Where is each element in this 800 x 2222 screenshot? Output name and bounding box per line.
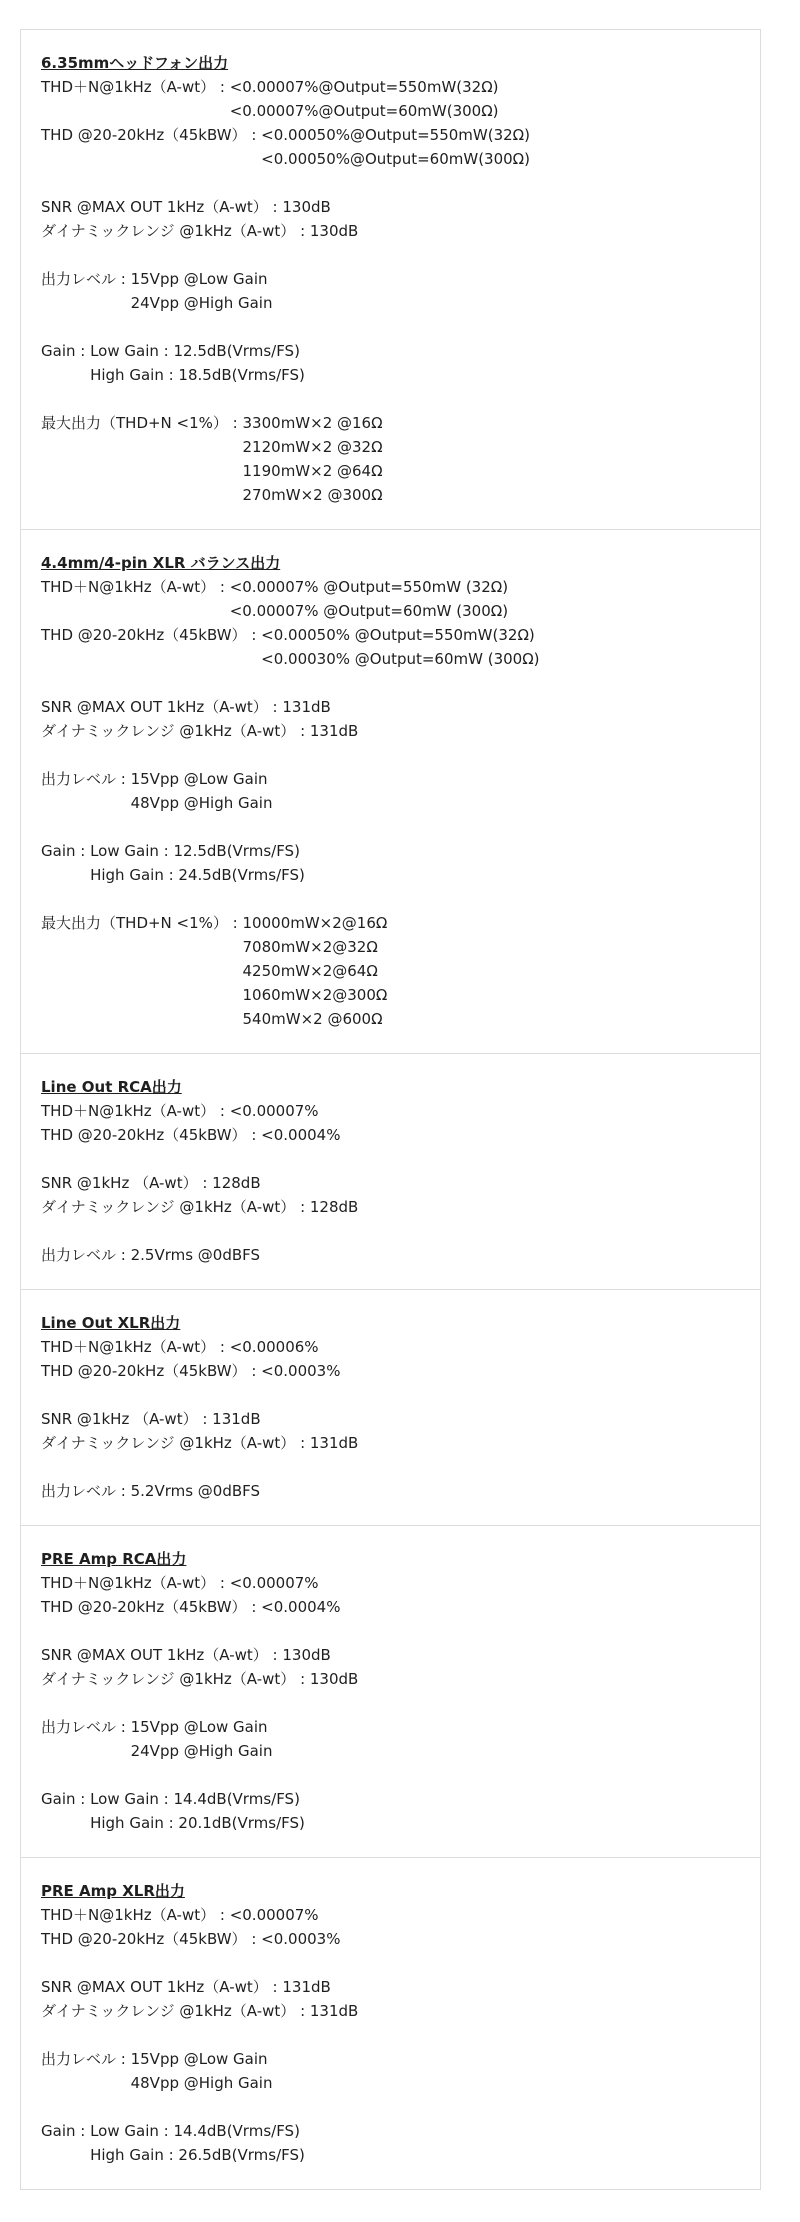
spec-value-line: 48Vpp @High Gain: [130, 794, 273, 812]
spec-value-line: 2.5Vrms @0dBFS: [130, 1246, 261, 1264]
spec-item: [41, 1243, 742, 1267]
spec-value-line: <0.00007%@Output=60mW(300Ω): [229, 102, 499, 120]
spec-value-line: <0.00007%: [229, 1574, 319, 1592]
spec-group: [41, 1171, 742, 1219]
spec-item-values: [230, 575, 508, 623]
spec-item-values: [261, 1123, 340, 1147]
spec-group: [41, 2047, 742, 2095]
spec-item-values: [282, 195, 330, 219]
spec-item: [41, 123, 742, 171]
spec-section-3: [20, 1053, 761, 1290]
spec-item-values: [310, 1195, 358, 1219]
spec-group: [41, 2119, 742, 2167]
spec-item: [41, 1335, 742, 1359]
spec-item-values: [131, 1479, 260, 1503]
spec-item-label: THD＋N@1kHz（A-wt） :: [41, 578, 230, 596]
spec-group: [41, 339, 742, 387]
spec-section-4: [20, 1289, 761, 1526]
spec-group: [41, 1243, 742, 1267]
spec-item-label: ダイナミックレンジ @1kHz（A-wt） :: [41, 2002, 310, 2020]
spec-item: [41, 411, 742, 507]
spec-item-values: [261, 1595, 340, 1619]
spec-item-label: Gain :: [41, 842, 91, 860]
spec-item: [41, 911, 742, 1031]
spec-value-line: <0.00050%@Output=550mW(32Ω): [261, 126, 530, 144]
spec-value-line: <0.00007%: [229, 1102, 319, 1120]
spec-item-values: [131, 1243, 260, 1267]
spec-item-label: ダイナミックレンジ @1kHz（A-wt） :: [41, 722, 310, 740]
spec-value-line: 128dB: [309, 1198, 359, 1216]
spec-item-label: THD＋N@1kHz（A-wt） :: [41, 1338, 230, 1356]
spec-item-values: [230, 1335, 319, 1359]
spec-item-label: 最大出力（THD+N <1%） :: [41, 414, 243, 432]
spec-value-line: 24Vpp @High Gain: [130, 1742, 273, 1760]
spec-group: [41, 267, 742, 315]
spec-item-values: [243, 911, 388, 1031]
section-heading: 4.4mm/4-pin XLR バランス出力: [41, 554, 281, 572]
spec-item: [41, 1099, 742, 1123]
spec-group: [41, 195, 742, 243]
spec-item-values: [90, 339, 305, 387]
spec-value-line: 540mW×2 @600Ω: [242, 1010, 383, 1028]
spec-value-line: 130dB: [309, 222, 359, 240]
spec-group: [41, 1787, 742, 1835]
spec-item-values: [90, 839, 305, 887]
spec-value-line: 10000mW×2@16Ω: [242, 914, 388, 932]
spec-item-values: [310, 1667, 358, 1691]
spec-group: [41, 911, 742, 1031]
section-heading: PRE Amp RCA出力: [41, 1550, 187, 1568]
spec-value-line: 130dB: [282, 1646, 331, 1664]
spec-group: [41, 75, 742, 171]
spec-value-line: <0.00007%: [229, 1906, 319, 1924]
spec-item-label: THD @20-20kHz（45kBW） :: [41, 1362, 262, 1380]
spec-group: [41, 839, 742, 887]
spec-group: [41, 1715, 742, 1763]
spec-item: [41, 2119, 742, 2167]
spec-item-label: Gain :: [41, 2122, 91, 2140]
spec-item-label: SNR @1kHz （A-wt） :: [41, 1410, 213, 1428]
spec-value-line: 48Vpp @High Gain: [130, 2074, 273, 2092]
spec-group: [41, 411, 742, 507]
spec-item: [41, 1571, 742, 1595]
spec-item: [41, 623, 742, 671]
spec-value-line: Low Gain : 12.5dB(Vrms/FS): [90, 842, 300, 860]
spec-item-values: [310, 1431, 358, 1455]
spec-value-line: <0.00007%@Output=550mW(32Ω): [229, 78, 499, 96]
spec-group: [41, 695, 742, 743]
spec-group: [41, 1407, 742, 1455]
spec-item: [41, 1903, 742, 1927]
spec-item: [41, 695, 742, 719]
spec-value-line: 15Vpp @Low Gain: [130, 1718, 268, 1736]
spec-item-label: SNR @1kHz （A-wt） :: [41, 1174, 213, 1192]
spec-group: [41, 767, 742, 815]
spec-value-line: <0.00007% @Output=550mW (32Ω): [229, 578, 509, 596]
spec-value-line: 7080mW×2@32Ω: [242, 938, 378, 956]
spec-item-label: 出力レベル :: [41, 2050, 131, 2068]
spec-item-values: [261, 123, 530, 171]
spec-item-values: [131, 1715, 273, 1763]
spec-item: [41, 767, 742, 815]
spec-value-line: High Gain : 26.5dB(Vrms/FS): [90, 2146, 305, 2164]
spec-item-values: [230, 1571, 319, 1595]
spec-section-6: [20, 1857, 761, 2190]
spec-value-line: 4250mW×2@64Ω: [242, 962, 378, 980]
spec-value-line: 2120mW×2 @32Ω: [242, 438, 383, 456]
spec-item-values: [282, 1643, 330, 1667]
spec-item-values: [212, 1407, 260, 1431]
spec-value-line: 131dB: [309, 2002, 359, 2020]
spec-item-label: Gain :: [41, 342, 91, 360]
spec-group: [41, 575, 742, 671]
spec-item-values: [261, 1359, 340, 1383]
spec-value-line: <0.00050% @Output=550mW(32Ω): [261, 626, 535, 644]
spec-value-line: Low Gain : 14.4dB(Vrms/FS): [90, 2122, 300, 2140]
spec-value-line: 131dB: [309, 1434, 359, 1452]
spec-value-line: High Gain : 20.1dB(Vrms/FS): [90, 1814, 305, 1832]
spec-item-label: 出力レベル :: [41, 770, 131, 788]
spec-item: [41, 1195, 742, 1219]
spec-item: [41, 267, 742, 315]
spec-value-line: 128dB: [212, 1174, 261, 1192]
spec-item-label: THD @20-20kHz（45kBW） :: [41, 1126, 262, 1144]
spec-item-label: SNR @MAX OUT 1kHz（A-wt） :: [41, 1978, 283, 1996]
spec-item: [41, 1975, 742, 1999]
spec-value-line: 15Vpp @Low Gain: [130, 270, 268, 288]
spec-group: [41, 1903, 742, 1951]
spec-item: [41, 1123, 742, 1147]
spec-item-values: [90, 2119, 305, 2167]
spec-item-values: [310, 719, 358, 743]
spec-value-line: 131dB: [282, 698, 331, 716]
spec-item-values: [261, 1927, 340, 1951]
spec-item-values: [282, 1975, 330, 1999]
spec-item-values: [230, 1903, 319, 1927]
spec-item: [41, 719, 742, 743]
spec-item-values: [243, 411, 383, 507]
spec-item-label: 出力レベル :: [41, 270, 131, 288]
spec-item-values: [131, 2047, 273, 2095]
spec-value-line: <0.00007% @Output=60mW (300Ω): [229, 602, 509, 620]
spec-group: [41, 1479, 742, 1503]
spec-item-label: ダイナミックレンジ @1kHz（A-wt） :: [41, 1670, 310, 1688]
section-heading: Line Out RCA出力: [41, 1078, 182, 1096]
spec-value-line: 131dB: [282, 1978, 331, 1996]
spec-item: [41, 1715, 742, 1763]
spec-item-label: ダイナミックレンジ @1kHz（A-wt） :: [41, 1198, 310, 1216]
spec-item-label: THD＋N@1kHz（A-wt） :: [41, 1574, 230, 1592]
spec-value-line: <0.00006%: [229, 1338, 319, 1356]
spec-item-values: [90, 1787, 305, 1835]
spec-item: [41, 1927, 742, 1951]
section-heading: PRE Amp XLR出力: [41, 1882, 185, 1900]
spec-item-label: 出力レベル :: [41, 1246, 131, 1264]
spec-item-values: [230, 1099, 319, 1123]
spec-item-values: [261, 623, 539, 671]
spec-item: [41, 339, 742, 387]
spec-item-label: SNR @MAX OUT 1kHz（A-wt） :: [41, 1646, 283, 1664]
spec-value-line: Low Gain : 14.4dB(Vrms/FS): [90, 1790, 300, 1808]
spec-item-values: [282, 695, 330, 719]
spec-item-label: THD @20-20kHz（45kBW） :: [41, 126, 262, 144]
spec-item-label: THD＋N@1kHz（A-wt） :: [41, 1906, 230, 1924]
spec-item-label: THD＋N@1kHz（A-wt） :: [41, 1102, 230, 1120]
spec-item-values: [212, 1171, 260, 1195]
spec-item-label: THD @20-20kHz（45kBW） :: [41, 626, 262, 644]
spec-group: [41, 1975, 742, 2023]
spec-item-label: Gain :: [41, 1790, 91, 1808]
spec-item-label: ダイナミックレンジ @1kHz（A-wt） :: [41, 1434, 310, 1452]
spec-value-line: 131dB: [212, 1410, 261, 1428]
spec-value-line: 130dB: [309, 1670, 359, 1688]
spec-item: [41, 575, 742, 623]
spec-value-line: 5.2Vrms @0dBFS: [130, 1482, 261, 1500]
spec-item: [41, 839, 742, 887]
spec-item-values: [131, 767, 273, 815]
spec-value-line: 131dB: [309, 722, 359, 740]
spec-group: [41, 1643, 742, 1691]
spec-value-line: <0.00030% @Output=60mW (300Ω): [261, 650, 540, 668]
spec-item-label: ダイナミックレンジ @1kHz（A-wt） :: [41, 222, 310, 240]
spec-item: [41, 1999, 742, 2023]
spec-item-label: 出力レベル :: [41, 1718, 131, 1736]
spec-item-values: [310, 1999, 358, 2023]
spec-value-line: <0.0004%: [261, 1126, 341, 1144]
spec-section-5: [20, 1525, 761, 1858]
spec-item-label: SNR @MAX OUT 1kHz（A-wt） :: [41, 198, 283, 216]
spec-value-line: 24Vpp @High Gain: [130, 294, 273, 312]
spec-group: [41, 1099, 742, 1147]
spec-value-line: 1190mW×2 @64Ω: [242, 462, 383, 480]
spec-item-values: [230, 75, 499, 123]
spec-item: [41, 1479, 742, 1503]
spec-value-line: 3300mW×2 @16Ω: [242, 414, 383, 432]
spec-value-line: <0.00050%@Output=60mW(300Ω): [261, 150, 530, 168]
spec-value-line: <0.0003%: [261, 1362, 341, 1380]
spec-item: [41, 1643, 742, 1667]
spec-item-values: [131, 267, 273, 315]
spec-sheet: [20, 29, 761, 2190]
spec-group: [41, 1571, 742, 1619]
spec-item-values: [310, 219, 358, 243]
spec-value-line: <0.0003%: [261, 1930, 341, 1948]
spec-value-line: 15Vpp @Low Gain: [130, 770, 268, 788]
spec-section-1: [20, 29, 761, 530]
spec-value-line: High Gain : 24.5dB(Vrms/FS): [90, 866, 305, 884]
spec-value-line: 130dB: [282, 198, 331, 216]
spec-value-line: Low Gain : 12.5dB(Vrms/FS): [90, 342, 300, 360]
spec-item: [41, 1407, 742, 1431]
spec-item: [41, 1787, 742, 1835]
spec-item: [41, 1431, 742, 1455]
spec-value-line: 15Vpp @Low Gain: [130, 2050, 268, 2068]
spec-item: [41, 1595, 742, 1619]
spec-item-label: 出力レベル :: [41, 1482, 131, 1500]
spec-value-line: 270mW×2 @300Ω: [242, 486, 383, 504]
spec-item-label: THD @20-20kHz（45kBW） :: [41, 1598, 262, 1616]
spec-value-line: High Gain : 18.5dB(Vrms/FS): [90, 366, 305, 384]
section-heading: 6.35mmヘッドフォン出力: [41, 54, 229, 72]
spec-group: [41, 1335, 742, 1383]
spec-section-2: [20, 529, 761, 1054]
spec-item: [41, 219, 742, 243]
spec-item: [41, 1359, 742, 1383]
spec-item-label: THD＋N@1kHz（A-wt） :: [41, 78, 230, 96]
spec-item: [41, 1667, 742, 1691]
spec-item: [41, 75, 742, 123]
spec-item-label: SNR @MAX OUT 1kHz（A-wt） :: [41, 698, 283, 716]
spec-item: [41, 195, 742, 219]
section-heading: Line Out XLR出力: [41, 1314, 181, 1332]
spec-item: [41, 2047, 742, 2095]
spec-item-label: THD @20-20kHz（45kBW） :: [41, 1930, 262, 1948]
spec-item: [41, 1171, 742, 1195]
spec-value-line: <0.0004%: [261, 1598, 341, 1616]
spec-value-line: 1060mW×2@300Ω: [242, 986, 388, 1004]
spec-item-label: 最大出力（THD+N <1%） :: [41, 914, 243, 932]
